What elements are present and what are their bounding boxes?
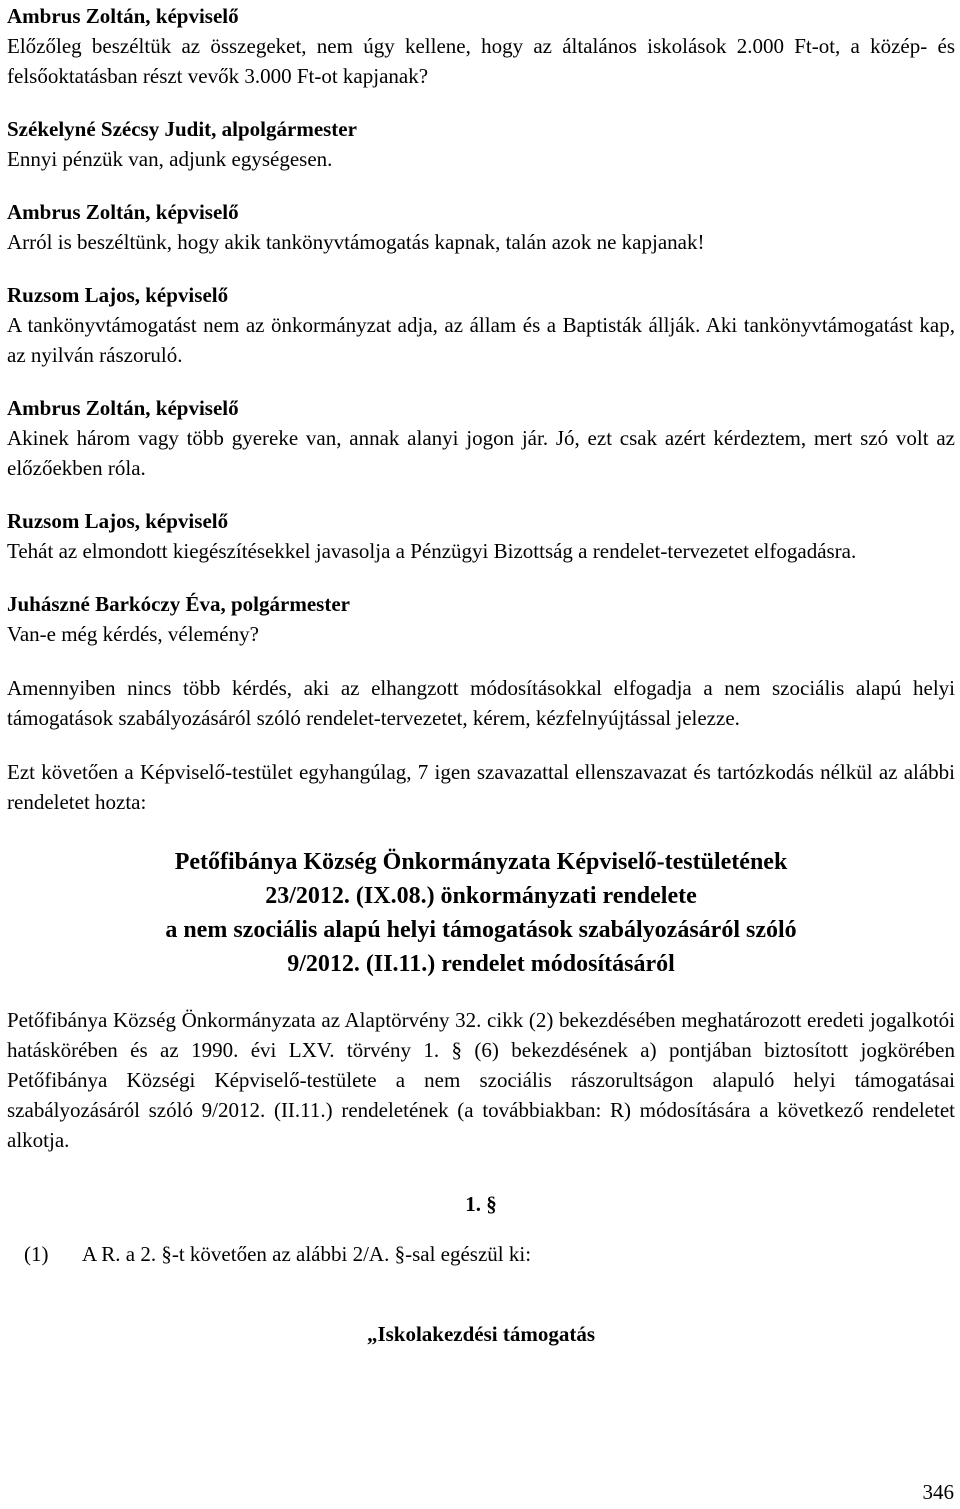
item-number: (1) [24,1242,49,1266]
decree-title-line: a nem szociális alapú helyi támogatások szabályozásáról szóló [165,917,797,943]
preamble-paragraph: Petőfibánya Község Önkormányzata az Alaptörvény 32. cikk (2) bekezdésében meghatározott eredeti jogalkotói hatáskörében és az 1990. évi LXV. törvény 1. § (6) bekezdésének a) pontjában biztosított jogkörében Petőfibánya Községi Képviselő-testülete a nem szociális rászorultságon alapuló helyi támogatásai szabályozásáról szóló 9/2012. (II.11.) rendeletének (a továbbiakban: R) módosítására a következő rendeletet alkotja. [7,1008,955,1152]
item-text: A R. a 2. §-t követően az alábbi 2/A. §-sal egészül ki: [82,1242,532,1266]
page-number: 346 [922,1480,954,1504]
vote-result-paragraph: Ezt követően a Képviselő-testület egyhangúlag, 7 igen szavazattal ellenszavazat és tartózkodás nélkül az alábbi rendeletet hozta: [7,760,955,814]
decree-title-line: 9/2012. (II.11.) rendelet módosításáról [287,951,675,977]
speaker-name: Juhászné Barkóczy Éva, polgármester [7,592,350,616]
speech-text: Arról is beszéltünk, hogy akik tankönyvtámogatás kapnak, talán azok ne kapjanak! [7,230,705,254]
speaker-name: Ambrus Zoltán, képviselő [7,396,239,420]
exchange-6 [7,507,955,566]
decree-title [7,845,955,981]
speech-text: Előzőleg beszéltük az összegeket, nem úgy kellene, hogy az általános iskolások 2.000 Ft-ot, a közép- és felsőoktatásban részt vevők 3.000 Ft-ot kapjanak? [7,34,955,88]
speaker-name: Ambrus Zoltán, képviselő [7,4,239,28]
exchange-3 [7,198,955,257]
speech-text: Van-e még kérdés, vélemény? [7,622,259,646]
vote-request-paragraph: Amennyiben nincs több kérdés, aki az elhangzott módosításokkal elfogadja a nem szociális alapú helyi támogatások szabályozásáról szóló rendelet-tervezetet, kérem, kézfelnyújtással jelezze. [7,676,955,730]
speech-text: Tehát az elmondott kiegészítésekkel javasolja a Pénzügyi Bizottság a rendelet-tervezetet elfogadásra. [7,539,857,563]
speech-text: A tankönyvtámogatást nem az önkormányzat adja, az állam és a Baptisták állják. Aki tankönyvtámogatást kap, az nyilván rászoruló. [7,313,955,367]
speaker-name: Ruzsom Lajos, képviselő [7,283,229,307]
section-item [7,1239,955,1269]
speaker-name: Székelyné Szécsy Judit, alpolgármester [7,117,357,141]
exchange-7 [7,590,955,649]
document-page [7,0,955,1349]
section-subtitle: „Iskolakezdési támogatás [366,1322,596,1346]
speech-text: Akinek három vagy több gyereke van, annak alanyi jogon jár. Jó, ezt csak azért kérdeztem, mert szó volt az előzőekben róla. [7,426,955,480]
exchange-4 [7,281,955,370]
section-number: 1. § [465,1192,497,1216]
exchange-5 [7,394,955,483]
speech-text: Ennyi pénzük van, adjunk egységesen. [7,147,333,171]
exchange-2 [7,115,955,174]
speaker-name: Ambrus Zoltán, képviselő [7,200,239,224]
decree-title-line: Petőfibánya Község Önkormányzata Képviselő-testületének [174,849,788,875]
speaker-name: Ruzsom Lajos, képviselő [7,509,229,533]
decree-title-line: 23/2012. (IX.08.) önkormányzati rendelete [265,883,697,909]
exchange-1 [7,2,955,91]
